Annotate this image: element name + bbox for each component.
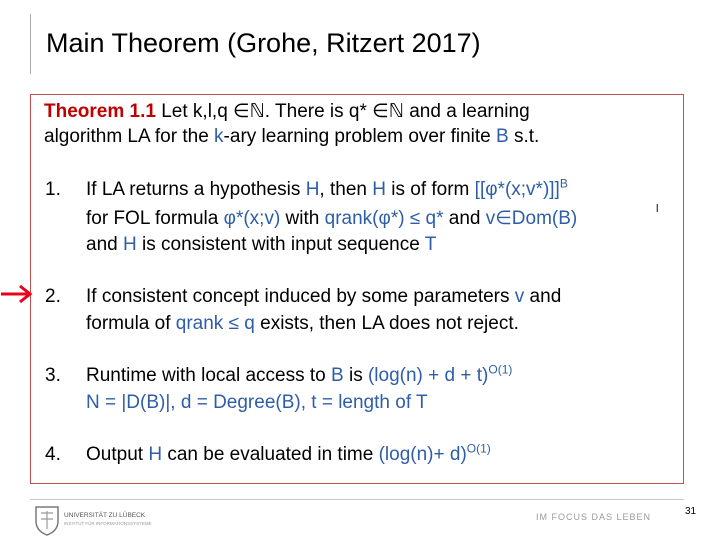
page-number: 31 [685, 506, 697, 517]
university-logo [32, 503, 162, 537]
theorem-intro-text-a: Let k,l,q ∈ℕ. There is q* ∈ℕ and a learning [161, 101, 530, 122]
formula-dom: v∈Dom(B) [485, 208, 578, 229]
var-H: H [372, 179, 386, 200]
item-1-line-2 [86, 207, 577, 230]
item-number-1: 1. [45, 179, 61, 200]
item-text: with [280, 208, 325, 229]
item-2-line-1 [86, 286, 561, 308]
footer-rule [30, 499, 684, 500]
var-k: k [214, 126, 224, 147]
item-text: Runtime with local access to [86, 365, 331, 386]
item-text: and [524, 286, 562, 307]
definitions-text: N = |D(B)|, d = Degree(B), t = length of [86, 392, 417, 413]
university-logo-subtext: INSTITUT FÜR INFORMATIONSSYSTEME [64, 521, 152, 526]
footer-slogan: IM FOCUS DAS LEBEN [536, 512, 652, 522]
item-text: can be evaluated in time [162, 444, 379, 465]
item-2-line-2 [86, 313, 519, 335]
theorem-intro-line-1 [44, 100, 530, 123]
var-T: T [424, 234, 437, 255]
item-text: If LA returns a hypothesis [86, 179, 306, 200]
item-text: is consistent with input sequence [136, 234, 425, 255]
item-1-line-1 [86, 176, 568, 201]
item-3-line-1 [86, 362, 513, 387]
var-v: v [514, 286, 525, 307]
item-number-4: 4. [45, 444, 61, 465]
item-text: and [86, 234, 123, 255]
item-4-line-1 [86, 441, 491, 466]
slide-title: Main Theorem (Grohe, Ritzert 2017) [46, 28, 481, 58]
formula-phi-star: [[φ*(x;v*)]] [474, 179, 560, 200]
superscript-O1: O(1) [466, 441, 491, 456]
item-text: is of form [385, 179, 475, 200]
item-3-line-2 [86, 392, 428, 414]
superscript-O1: O(1) [488, 362, 513, 377]
var-T: T [416, 392, 428, 413]
theorem-intro-line-2 [44, 126, 539, 148]
red-arrow-icon [0, 284, 36, 304]
intro-text: -ary learning problem over finite [223, 126, 497, 147]
formula-eval-time: (log(n)+ d) [378, 444, 467, 465]
var-B: B [496, 126, 509, 147]
title-rule [30, 14, 31, 74]
university-logo-text: UNIVERSITÄT ZU LÜBECK [64, 512, 146, 519]
intro-text: s.t. [508, 126, 540, 147]
formula-qrank: qrank(φ*) ≤ q* [324, 208, 444, 229]
item-text: formula of [86, 313, 176, 334]
var-H: H [148, 444, 163, 465]
item-text: If consistent concept induced by some parameters [86, 286, 515, 307]
var-B: B [331, 365, 344, 386]
item-text: Output [86, 444, 149, 465]
superscript-l: l [656, 203, 659, 215]
item-number-2: 2. [45, 286, 61, 307]
superscript-B: B [559, 176, 568, 191]
item-text: exists, then LA does not reject. [254, 313, 519, 334]
item-text: , then [319, 179, 373, 200]
var-H: H [122, 234, 137, 255]
formula-qrank: qrank ≤ q [175, 313, 255, 334]
intro-text: algorithm LA for the [44, 126, 215, 147]
item-text: is [343, 365, 368, 386]
theorem-label: Theorem 1.1 [44, 101, 156, 122]
formula-runtime: (log(n) + d + t) [367, 365, 489, 386]
item-text: and [443, 208, 486, 229]
item-1-line-3 [86, 234, 436, 256]
formula-phi: φ*(x;v) [223, 208, 281, 229]
var-H: H [305, 179, 320, 200]
item-text: for FOL formula [86, 208, 224, 229]
item-number-3: 3. [45, 365, 61, 386]
